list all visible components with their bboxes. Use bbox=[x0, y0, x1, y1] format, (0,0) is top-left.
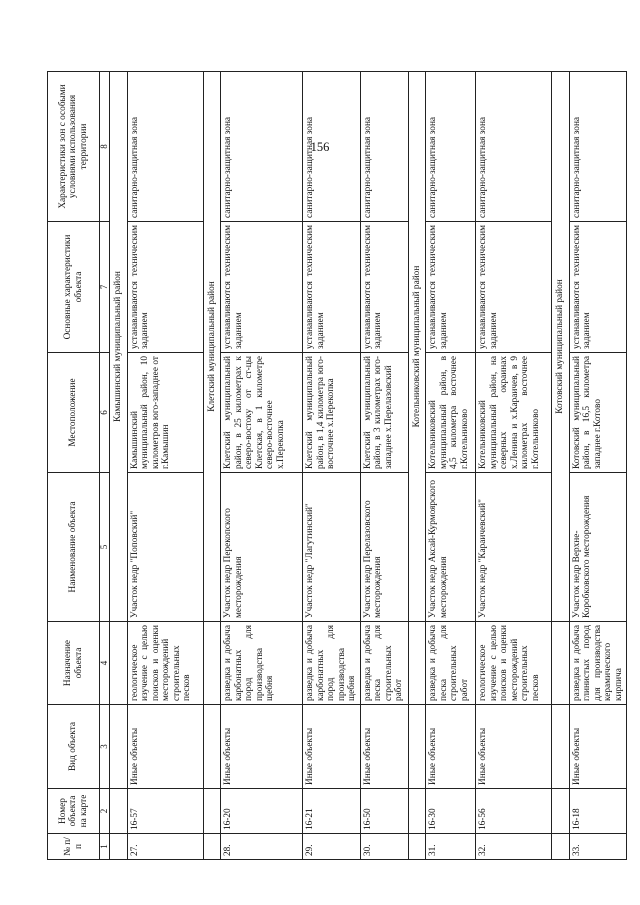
row-map-number: 16-18 bbox=[569, 789, 627, 834]
row-characteristics: устанавливаются техническим заданием bbox=[127, 222, 203, 353]
row-zone: санитарно-защитная зона bbox=[426, 72, 476, 222]
row-characteristics: устанавливаются техническим заданием bbox=[569, 222, 627, 353]
table-row bbox=[426, 72, 476, 860]
row-name: Участок недр Перелазовского месторождения bbox=[360, 473, 408, 622]
row-zone: санитарно-защитная зона bbox=[127, 72, 203, 222]
column-number-row bbox=[100, 72, 110, 860]
column-number: 1 bbox=[100, 834, 110, 860]
row-location: Клетский муниципальный район, в 3 километрах юго-западнее х.Перелазовский bbox=[360, 353, 408, 473]
column-number: 3 bbox=[100, 705, 110, 789]
table-row bbox=[127, 72, 203, 860]
table-row bbox=[569, 72, 627, 860]
row-characteristics: устанавливаются техническим заданием bbox=[221, 222, 303, 353]
section-row bbox=[203, 72, 221, 860]
section-row bbox=[408, 72, 426, 860]
row-num: 28. bbox=[221, 834, 303, 860]
page-number: 156 bbox=[310, 140, 330, 154]
column-number: 4 bbox=[100, 622, 110, 705]
header-row bbox=[48, 72, 100, 860]
header-name: Наименование объекта bbox=[48, 473, 100, 622]
header-num: № п/п bbox=[48, 834, 100, 860]
row-purpose: разведка и добыча песка для строительных работ bbox=[426, 622, 476, 705]
row-kind: Иные объекты bbox=[360, 705, 408, 789]
objects-table bbox=[47, 71, 627, 860]
header-map-number: Номер объекта на карте bbox=[48, 789, 100, 834]
row-name: Участок недр Верхне-Коробковского месторождения bbox=[569, 473, 627, 622]
row-characteristics: устанавливаются техническим заданием bbox=[426, 222, 476, 353]
column-number: 7 bbox=[100, 222, 110, 353]
section-row bbox=[110, 72, 128, 860]
column-number: 8 bbox=[100, 72, 110, 222]
row-name: Участок недр Аксай-Курмоярского месторождения bbox=[426, 473, 476, 622]
row-map-number: 16-57 bbox=[127, 789, 203, 834]
row-map-number: 16-56 bbox=[476, 789, 552, 834]
section-title: Котовский муниципальный район bbox=[552, 72, 570, 622]
row-num: 33. bbox=[569, 834, 627, 860]
row-kind: Иные объекты bbox=[476, 705, 552, 789]
header-purpose: Назначение объекта bbox=[48, 622, 100, 705]
row-map-number: 16-20 bbox=[221, 789, 303, 834]
row-zone: санитарно-защитная зона bbox=[303, 72, 361, 222]
row-purpose: разведка и добыча глинистых пород для производства керамического кирпича bbox=[569, 622, 627, 705]
row-purpose: геологическое изучение с целью поисков и оценки месторождений строительных песков bbox=[127, 622, 203, 705]
header-location: Местоположение bbox=[48, 353, 100, 473]
row-location: Котельниковский муниципальный район, на северных окраинах х.Ленина и х.Караичев, в 9 километрах восточнее г.Котельниково bbox=[476, 353, 552, 473]
row-num: 31. bbox=[426, 834, 476, 860]
table-row bbox=[476, 72, 552, 860]
row-zone: санитарно-защитная зона bbox=[476, 72, 552, 222]
row-kind: Иные объекты bbox=[569, 705, 627, 789]
row-num: 27. bbox=[127, 834, 203, 860]
column-number: 2 bbox=[100, 789, 110, 834]
row-purpose: разведка и добыча карбонатных пород для производства щебня bbox=[221, 622, 303, 705]
row-name: Участок недр "Лагутинский" bbox=[303, 473, 361, 622]
section-title: Клетский муниципальный район bbox=[203, 72, 221, 622]
row-purpose: разведка и добыча песка для строительных работ bbox=[360, 622, 408, 705]
row-location: Котовский муниципальный район, в 16,5 километра западнее г.Котово bbox=[569, 353, 627, 473]
row-characteristics: устанавливаются техническим заданием bbox=[360, 222, 408, 353]
header-zones: Характеристики зон с особыми условиями использования территории bbox=[48, 72, 100, 222]
table-row bbox=[221, 72, 303, 860]
row-zone: санитарно-защитная зона bbox=[360, 72, 408, 222]
row-purpose: геологическое изучение с целью поисков и оценки месторождений строительных песков bbox=[476, 622, 552, 705]
row-characteristics: устанавливаются техническим заданием bbox=[476, 222, 552, 353]
row-map-number: 16-21 bbox=[303, 789, 361, 834]
row-kind: Иные объекты bbox=[426, 705, 476, 789]
row-location: Клетский муниципальный район, в 1,4 километра юго-восточнее х.Перекопка bbox=[303, 353, 361, 473]
column-number: 5 bbox=[100, 473, 110, 622]
row-map-number: 16-30 bbox=[426, 789, 476, 834]
row-kind: Иные объекты bbox=[127, 705, 203, 789]
rotated-table-wrapper bbox=[47, 72, 624, 860]
row-kind: Иные объекты bbox=[303, 705, 361, 789]
row-kind: Иные объекты bbox=[221, 705, 303, 789]
section-title: Камышинский муниципальный район bbox=[110, 72, 128, 622]
row-location: Клетский муниципальный район, в 25 километрах к северо-востоку от ст-цы Клетская, в 1 километре северо-восточнее х.Перекопка bbox=[221, 353, 303, 473]
table-row bbox=[303, 72, 361, 860]
header-kind: Вид объекта bbox=[48, 705, 100, 789]
row-name: Участок недр "Караичевский" bbox=[476, 473, 552, 622]
row-location: Камышинский муниципальный район, 10 километров юго-западнее от г.Камышин bbox=[127, 353, 203, 473]
row-num: 29. bbox=[303, 834, 361, 860]
row-zone: санитарно-защитная зона bbox=[221, 72, 303, 222]
row-location: Котельниковский муниципальный район, в 4,5 километра восточнее г.Котельниково bbox=[426, 353, 476, 473]
table-row bbox=[360, 72, 408, 860]
header-characteristics: Основные характеристики объекта bbox=[48, 222, 100, 353]
row-num: 30. bbox=[360, 834, 408, 860]
section-title: Котельниковский муниципальный район bbox=[408, 72, 426, 622]
row-name: Участок недр "Поповский" bbox=[127, 473, 203, 622]
column-number: 6 bbox=[100, 353, 110, 473]
row-purpose: разведка и добыча карбонатных пород для производства щебня bbox=[303, 622, 361, 705]
section-row bbox=[552, 72, 570, 860]
row-map-number: 16-50 bbox=[360, 789, 408, 834]
row-name: Участок недр Перекопского месторождения bbox=[221, 473, 303, 622]
row-zone: санитарно-защитная зона bbox=[569, 72, 627, 222]
row-characteristics: устанавливаются техническим заданием bbox=[303, 222, 361, 353]
row-num: 32. bbox=[476, 834, 552, 860]
